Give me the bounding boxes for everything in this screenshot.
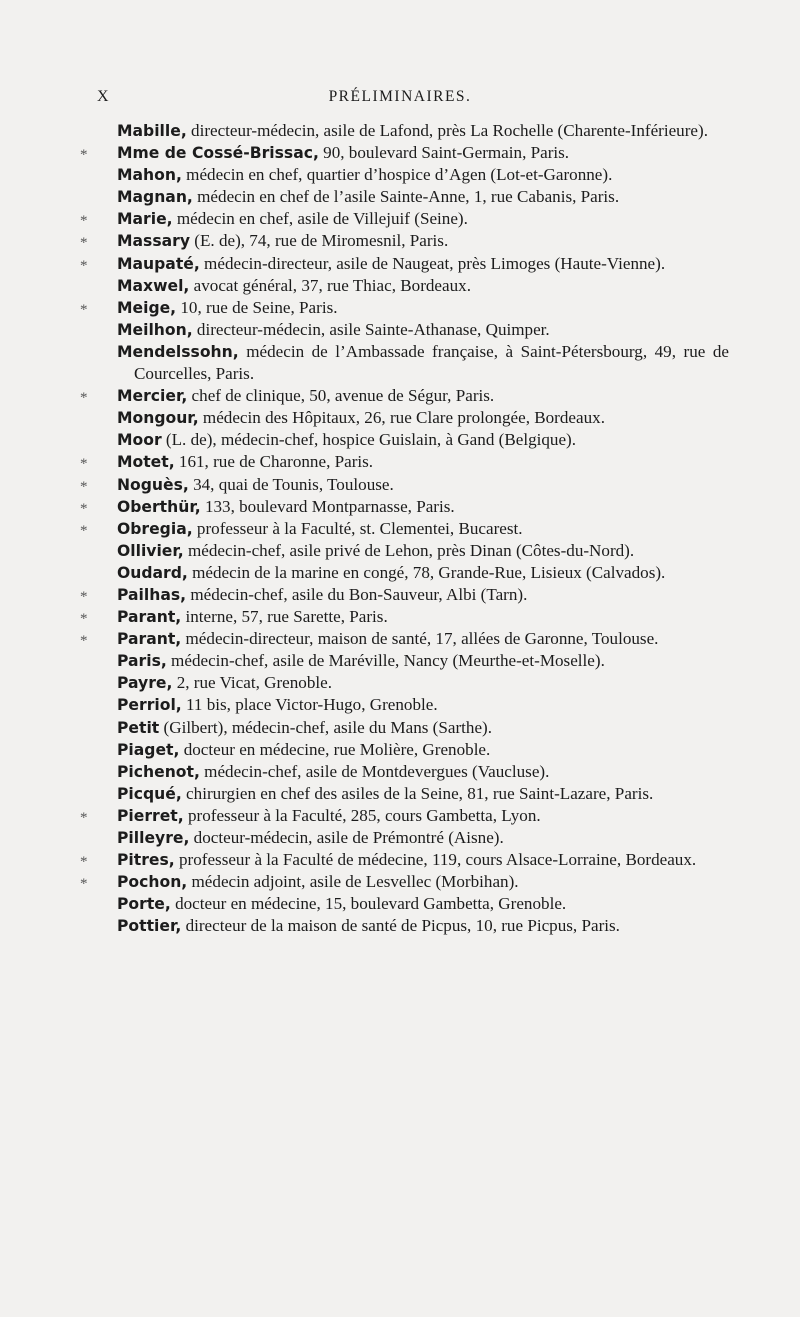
member-name: Perriol, [117,696,182,715]
list-item [117,783,729,805]
member-details: 133, boulevard Montparnasse, Paris. [200,496,455,516]
member-details: professeur à la Faculté, st. Clementei, Bucarest. [192,518,523,538]
member-details: 161, rue de Charonne, Paris. [174,452,374,472]
list-item [117,275,729,297]
member-name: Piaget, [117,740,180,759]
list-item [117,739,729,761]
asterisk-icon: * [80,456,88,473]
member-details: (E. de), 74, rue de Miromesnil, Paris. [189,231,449,251]
member-name: Motet, [117,453,175,472]
member-name: Picqué, [117,784,182,803]
member-name: Mahon, [117,166,182,185]
member-name: Pierret, [117,806,184,825]
list-item [80,628,729,650]
member-name: Oudard, [117,563,188,582]
member-name: Maupaté, [117,254,200,273]
page-number: X [97,88,110,105]
member-details: professeur à la Faculté de médecine, 119, cours Alsace-Lorraine, Bordeaux. [174,850,697,870]
list-item [117,120,729,142]
member-details: médecin en chef de l’asile Sainte-Anne, 1, rue Cabanis, Paris. [192,187,620,207]
list-item [80,451,729,473]
list-item [80,805,729,827]
member-details: avocat général, 37, rue Thiac, Bordeaux. [189,275,471,295]
member-name: Pilleyre, [117,829,190,847]
member-name: Mongour, [117,409,199,428]
page-header [0,88,800,112]
asterisk-icon: * [80,876,88,893]
member-name: Pochon, [117,873,188,892]
member-name: Paris, [117,652,167,671]
member-name: Oberthür, [117,497,201,516]
member-name: Mabille, [117,122,187,140]
asterisk-icon: * [80,301,88,318]
member-name: Mercier, [117,387,188,406]
member-name: Meige, [117,298,177,317]
list-item [117,540,729,562]
list-item [117,694,729,716]
list-item [117,341,729,385]
member-name: Obregia, [117,519,193,538]
member-details: médecin-chef, asile de Maréville, Nancy (Meurthe-et-Moselle). [166,651,605,671]
member-name: Massary [117,232,190,251]
member-name: Payre, [117,674,173,693]
asterisk-icon: * [80,390,88,407]
member-name: Petit [117,718,160,737]
asterisk-icon: * [80,235,88,252]
member-details: médecin adjoint, asile de Lesvellec (Morbihan). [187,872,519,892]
member-name: Marie, [117,210,173,229]
running-title: PRÉLIMINAIRES. [328,88,472,105]
list-item [80,584,729,606]
list-item [117,915,729,937]
member-details: 10, rue de Seine, Paris. [176,297,338,317]
list-item [117,319,729,341]
member-details: interne, 57, rue Sarette, Paris. [181,607,388,627]
member-details: médecin-chef, asile de Montdevergues (Vaucluse). [199,761,550,781]
member-name: Mme de Cossé-Brissac, [117,144,319,163]
list-item [117,562,729,584]
list-item [80,871,729,893]
list-item [117,164,729,186]
member-name: Mendelssohn, [117,342,239,361]
list-item [80,142,729,164]
member-name: Pitres, [117,851,175,870]
asterisk-icon: * [80,854,88,871]
member-details: docteur-médecin, asile de Prémontré (Aisne). [189,828,504,847]
member-details: médecin-chef, asile du Bon-Sauveur, Albi (Tarn). [186,584,528,604]
list-item [117,717,729,739]
list-item [80,849,729,871]
member-name: Parant, [117,630,182,649]
member-details: 11 bis, place Victor-Hugo, Grenoble. [181,695,438,715]
list-item [117,407,729,429]
member-details: directeur-médecin, asile de Lafond, près La Rochelle (Charente-Inférieure). [186,121,708,140]
member-details: (Gilbert), médecin-chef, asile du Mans (Sarthe). [159,717,492,737]
member-name: Noguès, [117,475,189,494]
asterisk-icon: * [80,257,88,274]
member-details: médecin en chef, quartier d’hospice d’Agen (Lot-et-Garonne). [181,165,613,185]
list-item [80,208,729,230]
member-name: Pailhas, [117,585,187,604]
member-details: médecin-directeur, maison de santé, 17, allées de Garonne, Toulouse. [181,629,659,649]
list-item [117,429,729,451]
list-item [80,230,729,252]
member-list [0,120,800,937]
list-item [80,297,729,319]
member-details: médecin en chef, asile de Villejuif (Seine). [172,209,468,229]
asterisk-icon: * [80,588,88,605]
member-name: Parant, [117,608,182,627]
member-details: 34, quai de Tounis, Toulouse. [188,474,394,494]
list-item [117,186,729,208]
member-details: directeur-médecin, asile Sainte-Athanase, Quimper. [192,319,550,339]
member-name: Porte, [117,895,171,914]
member-details: professeur à la Faculté, 285, cours Gambetta, Lyon. [183,805,541,825]
list-item [80,474,729,496]
member-name: Magnan, [117,188,193,207]
member-details: 2, rue Vicat, Grenoble. [172,673,332,693]
list-item [117,650,729,672]
member-name: Maxwel, [117,276,190,295]
member-details: médecin-directeur, asile de Naugeat, près Limoges (Haute-Vienne). [199,253,666,273]
member-details: médecin-chef, asile privé de Lehon, près Dinan (Côtes-du-Nord). [183,540,635,560]
asterisk-icon: * [80,809,88,826]
member-name: Meilhon, [117,320,193,339]
asterisk-icon: * [80,500,88,517]
asterisk-icon: * [80,147,88,164]
member-details: médecin de la marine en congé, 78, Grande-Rue, Lisieux (Calvados). [187,562,666,582]
asterisk-icon: * [80,522,88,539]
member-name: Ollivier, [117,541,184,560]
member-details: médecin de l’Ambassade française, à Saint-Pétersbourg, 49, rue de Courcelles, Paris. [134,341,729,384]
member-name: Moor [117,431,162,450]
member-details: (L. de), médecin-chef, hospice Guislain, à Gand (Belgique). [161,430,577,450]
member-details: docteur en médecine, rue Molière, Grenoble. [179,739,491,759]
member-name: Pottier, [117,917,182,936]
member-details: chirurgien en chef des asiles de la Seine, 81, rue Saint-Lazare, Paris. [181,783,654,803]
member-details: médecin des Hôpitaux, 26, rue Clare prolongée, Bordeaux. [198,408,605,428]
asterisk-icon: * [80,213,88,230]
list-item [80,496,729,518]
list-item [117,672,729,694]
member-details: docteur en médecine, 15, boulevard Gambetta, Grenoble. [170,894,567,914]
member-details: 90, boulevard Saint-Germain, Paris. [318,143,570,163]
asterisk-icon: * [80,611,88,628]
list-item [80,606,729,628]
list-item [80,385,729,407]
member-details: directeur de la maison de santé de Picpus, 10, rue Picpus, Paris. [181,916,620,936]
member-details: chef de clinique, 50, avenue de Ségur, Paris. [187,386,495,406]
list-item [117,827,729,849]
list-item [80,518,729,540]
asterisk-icon: * [80,478,88,495]
list-item [80,253,729,275]
asterisk-icon: * [80,633,88,650]
list-item [117,893,729,915]
list-item [117,761,729,783]
member-name: Pichenot, [117,762,200,781]
